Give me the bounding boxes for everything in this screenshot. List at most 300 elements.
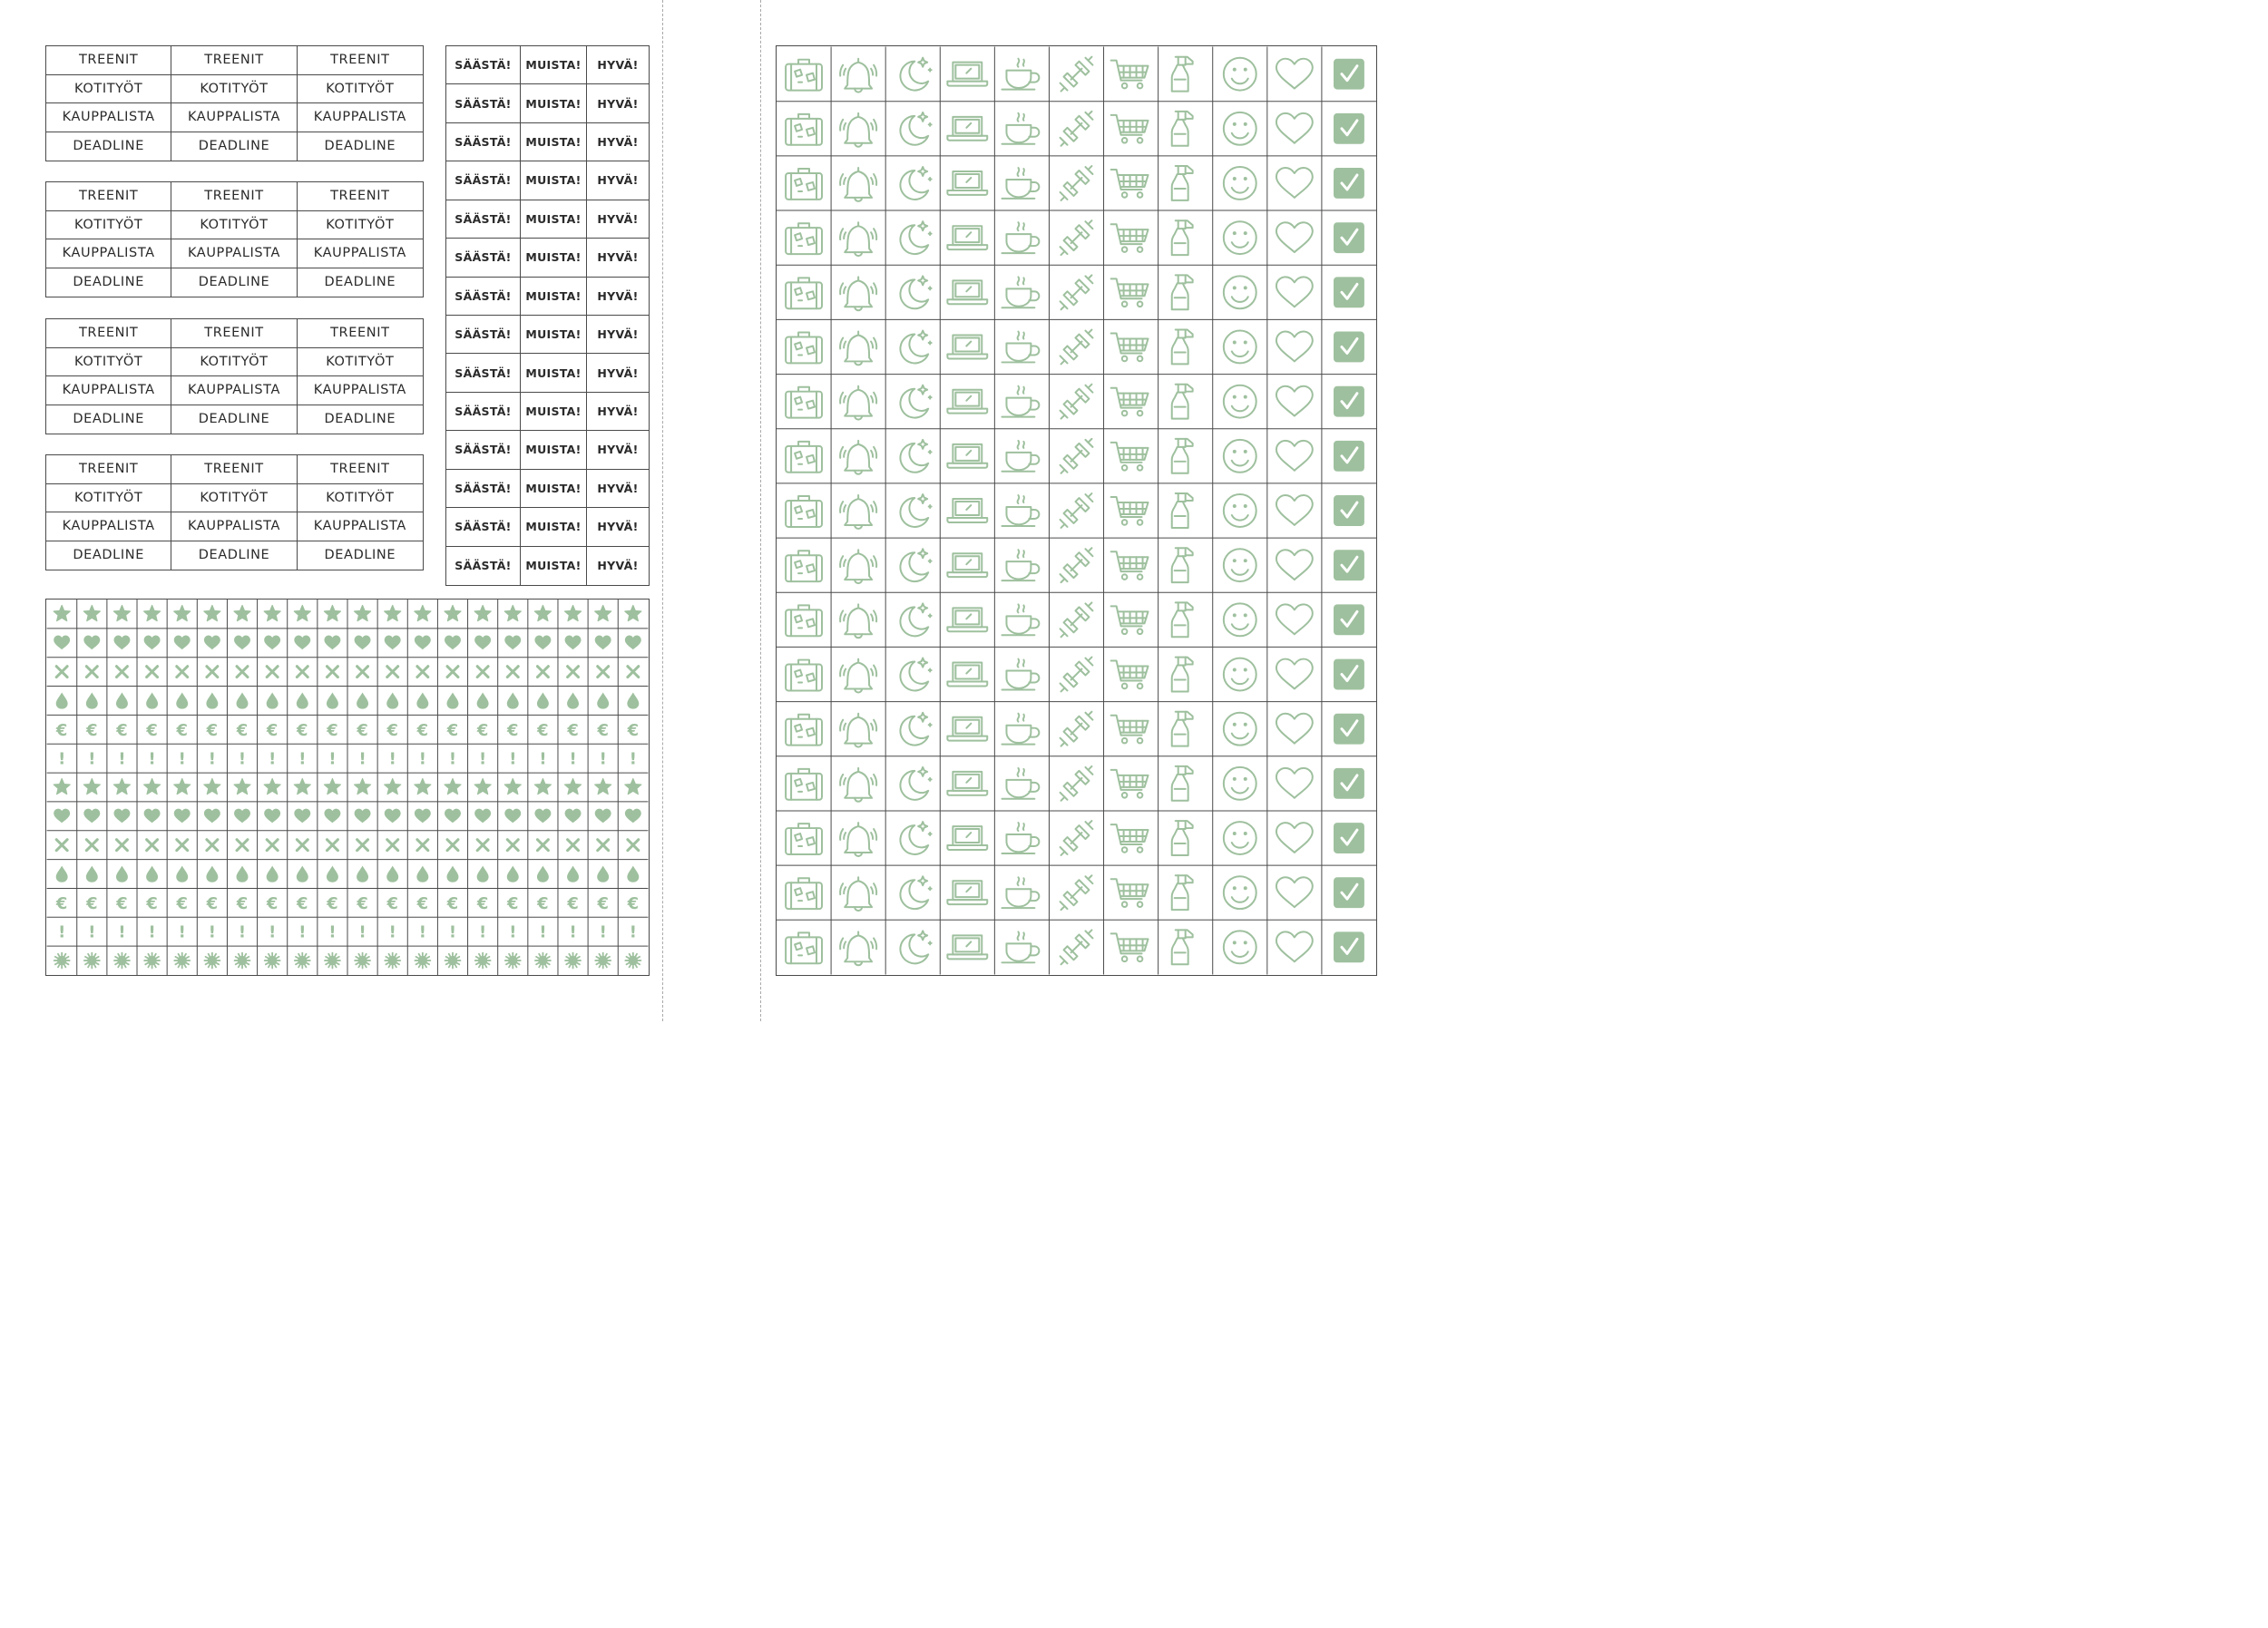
spray-bottle-icon	[1172, 166, 1193, 200]
x-icon	[568, 667, 579, 678]
x-icon	[447, 667, 458, 678]
svg-text:!: !	[539, 749, 547, 769]
word-muista: MUISTA!	[521, 239, 587, 277]
smiley-icon	[1224, 167, 1256, 200]
x-icon	[387, 840, 398, 851]
drop-icon	[297, 866, 308, 882]
heart-outline-icon	[1276, 877, 1313, 907]
star-icon	[625, 779, 641, 795]
exclamation-icon	[58, 923, 65, 942]
checkbox-icon	[1334, 714, 1364, 745]
star-icon	[324, 605, 340, 620]
dumbbell-icon	[1061, 821, 1093, 855]
svg-text:€: €	[236, 893, 249, 913]
checkbox-icon	[1334, 550, 1364, 580]
x-icon	[598, 840, 609, 851]
word-muista: MUISTA!	[521, 123, 587, 161]
moon-icon	[900, 276, 931, 308]
label-kotityöt: KOTITYÖT	[46, 484, 171, 513]
star-icon	[445, 779, 461, 795]
svg-text:€: €	[597, 893, 609, 913]
heart-icon	[324, 809, 340, 824]
suitcase-icon	[786, 496, 822, 527]
euro-icon	[416, 721, 428, 740]
moon-icon	[900, 603, 931, 636]
heart-icon	[294, 809, 310, 824]
svg-text:€: €	[236, 720, 249, 740]
checkbox-icon	[1334, 222, 1364, 253]
label-treenit: TREENIT	[46, 455, 171, 484]
label-treenit: TREENIT	[298, 46, 423, 75]
dumbbell-icon	[1061, 439, 1093, 473]
checkbox-icon	[1334, 659, 1364, 690]
euro-icon	[627, 721, 639, 740]
svg-text:!: !	[479, 922, 487, 942]
euro-icon	[236, 721, 248, 740]
word-säästä: SÄÄSTÄ!	[446, 84, 521, 122]
svg-text:€: €	[627, 893, 640, 913]
svg-text:!: !	[448, 749, 457, 769]
word-hyvä: HYVÄ!	[587, 200, 649, 239]
drop-icon	[567, 866, 579, 882]
drop-icon	[146, 866, 158, 882]
drop-icon	[86, 866, 98, 882]
exclamation-icon	[269, 923, 276, 942]
dumbbell-icon	[1061, 602, 1093, 637]
svg-text:€: €	[116, 720, 128, 740]
drop-icon	[206, 866, 218, 882]
svg-text:!: !	[328, 922, 337, 942]
label-deadline: DEADLINE	[46, 405, 171, 434]
drop-icon	[386, 693, 398, 709]
svg-text:!: !	[58, 922, 66, 942]
spray-bottle-icon	[1172, 112, 1193, 146]
heart-outline-icon	[1276, 659, 1313, 689]
star-icon	[385, 779, 401, 795]
word-hyvä: HYVÄ!	[587, 508, 649, 546]
exclamation-icon	[328, 750, 336, 769]
word-säästä: SÄÄSTÄ!	[446, 547, 521, 585]
euro-icon	[326, 721, 337, 740]
star-icon	[54, 605, 70, 620]
euro-icon	[476, 894, 488, 913]
dumbbell-icon	[1061, 930, 1093, 964]
virus-icon	[625, 953, 640, 969]
bell-icon	[840, 59, 876, 93]
euro-icon	[85, 894, 97, 913]
star-icon	[415, 779, 431, 795]
heart-icon	[625, 809, 641, 824]
svg-text:!: !	[148, 922, 156, 942]
word-muista: MUISTA!	[521, 200, 587, 239]
word-säästä: SÄÄSTÄ!	[446, 354, 521, 392]
svg-text:!: !	[328, 749, 337, 769]
heart-icon	[445, 809, 461, 824]
exclamation-icon	[600, 923, 607, 942]
x-icon	[537, 667, 548, 678]
drop-icon	[507, 866, 519, 882]
svg-text:!: !	[509, 749, 517, 769]
virus-icon	[54, 953, 70, 969]
euro-icon	[506, 721, 518, 740]
drop-icon	[416, 866, 428, 882]
bell-icon	[840, 550, 876, 583]
spray-bottle-icon	[1172, 275, 1193, 309]
exclamation-icon	[479, 923, 486, 942]
exclamation-icon	[449, 923, 456, 942]
virus-icon	[565, 953, 581, 969]
word-muista: MUISTA!	[521, 354, 587, 392]
label-deadline: DEADLINE	[171, 268, 297, 297]
x-icon	[628, 667, 639, 678]
moon-icon	[900, 549, 931, 581]
svg-text:€: €	[266, 720, 279, 740]
x-icon	[297, 840, 308, 851]
euro-icon	[115, 721, 127, 740]
cart-icon	[1111, 933, 1149, 961]
bell-icon	[840, 441, 876, 474]
svg-text:!: !	[629, 749, 637, 769]
svg-text:€: €	[297, 720, 308, 740]
moon-icon	[900, 331, 931, 364]
star-icon	[294, 779, 310, 795]
smiley-icon	[1224, 58, 1256, 91]
drop-icon	[176, 693, 188, 709]
svg-text:€: €	[116, 893, 128, 913]
label-treenit: TREENIT	[171, 455, 297, 484]
virus-icon	[265, 953, 280, 969]
x-icon	[147, 840, 158, 851]
label-treenit: TREENIT	[171, 319, 297, 348]
word-säästä: SÄÄSTÄ!	[446, 431, 521, 469]
heart-outline-icon	[1276, 222, 1313, 252]
exclamation-icon	[88, 923, 95, 942]
bell-icon	[840, 168, 876, 201]
drop-icon	[627, 693, 639, 709]
euro-icon	[55, 721, 67, 740]
euro-icon	[115, 894, 127, 913]
cart-icon	[1111, 170, 1149, 198]
exclamation-icon	[118, 923, 125, 942]
label-kauppalista: KAUPPALISTA	[46, 376, 171, 405]
coffee-icon	[1002, 59, 1039, 90]
heart-outline-icon	[1276, 441, 1313, 471]
smiley-icon	[1224, 822, 1256, 854]
virus-icon	[385, 953, 400, 969]
word-säästä: SÄÄSTÄ!	[446, 239, 521, 277]
label-kotityöt: KOTITYÖT	[298, 348, 423, 377]
label-kauppalista: KAUPPALISTA	[46, 103, 171, 132]
suitcase-icon	[786, 223, 822, 254]
euro-icon	[596, 894, 608, 913]
svg-text:€: €	[386, 893, 398, 913]
suitcase-icon	[786, 278, 822, 308]
exclamation-icon	[539, 750, 546, 769]
cart-icon	[1111, 443, 1149, 471]
star-icon	[174, 605, 191, 620]
label-kauppalista: KAUPPALISTA	[171, 512, 297, 541]
euro-icon	[386, 721, 397, 740]
svg-text:€: €	[327, 893, 338, 913]
x-icon	[417, 667, 428, 678]
x-icon	[207, 667, 218, 678]
star-icon	[355, 605, 371, 620]
svg-text:€: €	[597, 720, 609, 740]
suitcase-icon	[786, 605, 822, 636]
exclamation-icon	[509, 923, 516, 942]
virus-icon	[325, 953, 340, 969]
drop-icon	[116, 866, 128, 882]
svg-text:!: !	[118, 922, 126, 942]
drop-icon	[477, 866, 489, 882]
label-treenit: TREENIT	[46, 182, 171, 211]
exclamation-icon	[569, 923, 576, 942]
euro-icon	[175, 721, 187, 740]
label-block-3	[45, 318, 424, 434]
cart-icon	[1111, 61, 1149, 89]
svg-text:!: !	[599, 749, 607, 769]
fold-line-right	[760, 0, 761, 1021]
svg-text:€: €	[416, 720, 429, 740]
svg-text:!: !	[88, 922, 96, 942]
cart-icon	[1111, 278, 1149, 307]
drop-icon	[537, 693, 549, 709]
euro-icon	[266, 721, 278, 740]
x-icon	[297, 667, 308, 678]
word-hyvä: HYVÄ!	[587, 278, 649, 316]
word-säästä: SÄÄSTÄ!	[446, 316, 521, 354]
exclamation-icon	[298, 923, 306, 942]
fold-line-left	[662, 0, 663, 1021]
word-hyvä: HYVÄ!	[587, 123, 649, 161]
coffee-icon	[1002, 113, 1039, 144]
moon-icon	[900, 112, 931, 145]
smiley-icon	[1224, 276, 1256, 308]
heart-icon	[595, 809, 611, 824]
bell-icon	[840, 604, 876, 638]
virus-icon	[505, 953, 521, 969]
exclamation-icon	[419, 923, 426, 942]
coffee-icon	[1002, 222, 1039, 253]
checkbox-icon	[1334, 441, 1364, 472]
spray-bottle-icon	[1172, 602, 1193, 637]
smiley-icon	[1224, 658, 1256, 691]
heart-icon	[504, 809, 521, 824]
drop-icon	[597, 693, 609, 709]
virus-icon	[295, 953, 310, 969]
suitcase-icon	[786, 387, 822, 418]
euro-icon	[85, 721, 97, 740]
star-icon	[113, 779, 130, 795]
drop-icon	[56, 866, 68, 882]
laptop-icon	[947, 444, 987, 468]
drop-icon	[477, 693, 489, 709]
coffee-icon	[1002, 495, 1039, 526]
word-hyvä: HYVÄ!	[587, 84, 649, 122]
svg-text:!: !	[208, 922, 216, 942]
euro-icon	[326, 894, 337, 913]
exclamation-icon	[358, 750, 366, 769]
exclamation-icon	[179, 923, 186, 942]
dumbbell-icon	[1061, 493, 1093, 528]
exclamation-icon	[479, 750, 486, 769]
drop-icon	[567, 693, 579, 709]
x-icon	[598, 667, 609, 678]
drop-icon	[146, 693, 158, 709]
star-icon	[83, 779, 100, 795]
svg-text:€: €	[266, 893, 279, 913]
moon-icon	[900, 658, 931, 691]
heart-icon	[174, 809, 191, 824]
coffee-icon	[1002, 386, 1039, 417]
star-icon	[113, 605, 130, 620]
cart-icon	[1111, 224, 1149, 252]
exclamation-icon	[449, 750, 456, 769]
word-hyvä: HYVÄ!	[587, 393, 649, 431]
label-deadline: DEADLINE	[46, 268, 171, 297]
smiley-icon	[1224, 221, 1256, 254]
x-icon	[116, 667, 127, 678]
svg-text:!: !	[298, 922, 307, 942]
heart-outline-icon	[1276, 386, 1313, 416]
euro-icon	[446, 894, 458, 913]
svg-text:!: !	[418, 922, 426, 942]
virus-icon	[535, 953, 551, 969]
label-kotityöt: KOTITYÖT	[46, 211, 171, 240]
x-icon	[237, 840, 248, 851]
smiley-icon	[1224, 713, 1256, 746]
heart-icon	[294, 636, 310, 650]
coffee-icon	[1002, 604, 1039, 635]
heart-outline-icon	[1276, 931, 1313, 961]
exclamation-icon	[389, 750, 396, 769]
heart-outline-icon	[1276, 823, 1313, 853]
smiley-icon	[1224, 549, 1256, 581]
drop-icon	[416, 693, 428, 709]
spray-bottle-icon	[1172, 875, 1193, 910]
suitcase-icon	[786, 114, 822, 145]
svg-text:€: €	[567, 720, 579, 740]
heart-icon	[595, 636, 611, 650]
cart-icon	[1111, 334, 1149, 362]
coffee-icon	[1002, 768, 1039, 799]
heart-icon	[625, 636, 641, 650]
exclamation-icon	[419, 750, 426, 769]
word-säästä: SÄÄSTÄ!	[446, 46, 521, 84]
cart-icon	[1111, 716, 1149, 744]
star-icon	[54, 779, 70, 795]
moon-icon	[900, 494, 931, 527]
smiley-icon	[1224, 876, 1256, 909]
euro-icon	[296, 894, 308, 913]
x-icon	[357, 667, 368, 678]
smiley-icon	[1224, 385, 1256, 418]
checkbox-icon	[1334, 604, 1364, 635]
exclamation-icon	[509, 750, 516, 769]
word-muista: MUISTA!	[521, 316, 587, 354]
smiley-icon	[1224, 331, 1256, 364]
euro-icon	[206, 894, 218, 913]
heart-icon	[565, 636, 582, 650]
coffee-icon	[1002, 550, 1039, 580]
heart-icon	[534, 809, 551, 824]
smiley-icon	[1224, 931, 1256, 963]
laptop-icon	[947, 553, 987, 577]
exclamation-icon	[179, 750, 186, 769]
checkbox-icon	[1334, 168, 1364, 199]
drop-icon	[297, 693, 308, 709]
exclamation-icon	[149, 750, 156, 769]
label-kotityöt: KOTITYÖT	[46, 75, 171, 104]
heart-icon	[54, 636, 70, 650]
cart-icon	[1111, 879, 1149, 907]
word-hyvä: HYVÄ!	[587, 470, 649, 508]
heart-icon	[83, 809, 100, 824]
smiley-icon	[1224, 494, 1256, 527]
moon-icon	[900, 931, 931, 963]
heart-icon	[144, 809, 161, 824]
drop-icon	[597, 866, 609, 882]
dumbbell-icon	[1061, 57, 1093, 92]
cart-icon	[1111, 115, 1149, 143]
star-icon	[504, 779, 521, 795]
dumbbell-icon	[1061, 766, 1093, 801]
label-kauppalista: KAUPPALISTA	[171, 376, 297, 405]
word-muista: MUISTA!	[521, 46, 587, 84]
euro-icon	[175, 894, 187, 913]
word-hyvä: HYVÄ!	[597, 559, 639, 573]
cart-icon	[1111, 388, 1149, 416]
heart-outline-icon	[1276, 277, 1313, 307]
exclamation-icon	[569, 750, 576, 769]
coffee-icon	[1002, 332, 1039, 363]
svg-text:€: €	[297, 893, 308, 913]
exclamation-icon	[539, 923, 546, 942]
exclamation-icon	[239, 923, 246, 942]
x-icon	[537, 840, 548, 851]
heart-outline-icon	[1276, 714, 1313, 744]
label-deadline: DEADLINE	[46, 541, 171, 570]
svg-text:!: !	[509, 922, 517, 942]
coffee-icon	[1002, 823, 1039, 853]
svg-text:€: €	[206, 893, 219, 913]
svg-text:€: €	[627, 720, 640, 740]
x-icon	[507, 667, 518, 678]
star-icon	[144, 605, 161, 620]
drop-icon	[537, 866, 549, 882]
star-icon	[204, 605, 220, 620]
bell-icon	[840, 495, 876, 529]
heart-outline-icon	[1276, 168, 1313, 198]
svg-text:€: €	[476, 720, 489, 740]
spray-bottle-icon	[1172, 439, 1193, 473]
euro-icon	[356, 894, 367, 913]
virus-icon	[144, 953, 160, 969]
heart-icon	[204, 809, 220, 824]
word-muista: MUISTA!	[521, 431, 587, 469]
svg-text:!: !	[569, 922, 577, 942]
heart-icon	[385, 809, 401, 824]
word-muista: MUISTA!	[521, 161, 587, 200]
checkbox-icon	[1334, 332, 1364, 363]
drop-icon	[267, 866, 279, 882]
x-icon	[327, 840, 337, 851]
svg-text:!: !	[599, 922, 607, 942]
heart-icon	[174, 636, 191, 650]
heart-icon	[355, 809, 371, 824]
dumbbell-icon	[1061, 712, 1093, 746]
virus-icon	[174, 953, 190, 969]
